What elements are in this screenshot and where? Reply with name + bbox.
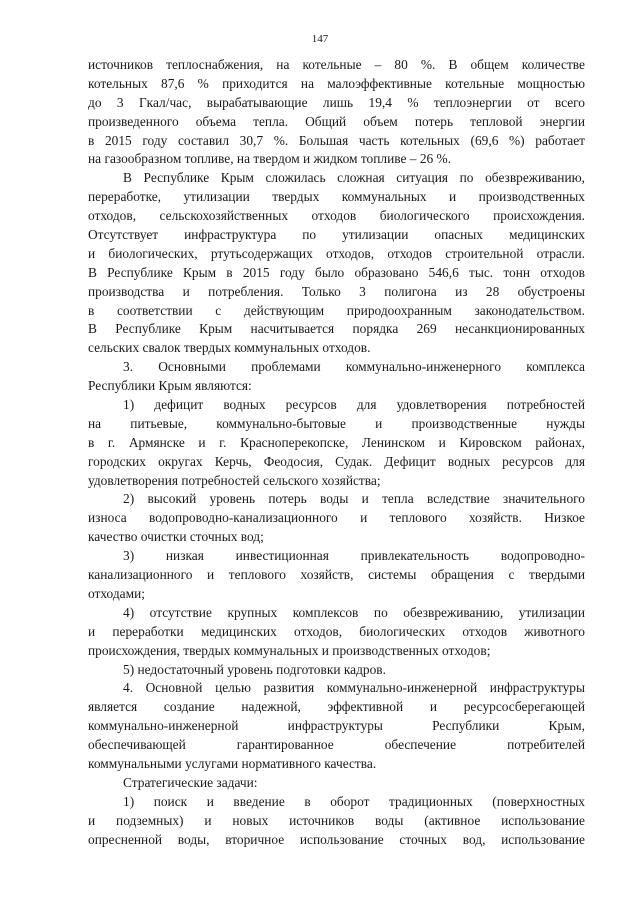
text-line: 3) низкая инвестиционная привлекательность водопроводно- [123, 548, 585, 564]
text-line: отходов, сельскохозяйственных отходов биологического происхождения. [88, 208, 585, 224]
text-line: удовлетворения потребностей сельского хозяйства; [88, 472, 381, 488]
text-line: 2) высокий уровень потерь воды и тепла вследствие значительного [123, 491, 585, 507]
text-line: до 3 Гкал/час, вырабатывающие лишь 19,4 % теплоэнергии от всего [88, 94, 585, 110]
text-line: в 2015 году составил 30,7 %. Большая часть котельных (69,6 %) работает [88, 132, 585, 148]
text-line: источников теплоснабжения, на котельные – 80 %. В общем количестве [88, 57, 585, 72]
text-line: и биологических, ртутьсодержащих отходов, отходов строительной отрасли. [88, 245, 585, 261]
text-line: городских округах Керчь, Феодосия, Судак. Дефицит водных ресурсов для [88, 453, 585, 469]
text-line: 4. Основной целью развития коммунально-инженерной инфраструктуры [123, 680, 585, 696]
document-body [88, 56, 585, 849]
text-line: и переработки медицинских отходов, биологических отходов животного [88, 623, 585, 639]
text-line: 1) поиск и введение в оборот традиционных (поверхностных [123, 793, 585, 809]
text-line: на газообразном топливе, на твердом и жидком топливе – 26 %. [88, 151, 452, 167]
text-line: Стратегические задачи: [123, 774, 258, 790]
text-line: производства и потребления. Только 3 полигона из 28 обустроены [88, 283, 585, 299]
text-line: в соответствии с действующим природоохранным законодательством. [88, 302, 585, 318]
text-line: сельских свалок твердых коммунальных отходов. [88, 340, 371, 356]
text-line: отходами; [88, 585, 145, 601]
page-number: 147 [311, 33, 329, 45]
text-line: качество очистки сточных вод; [88, 529, 264, 545]
text-line: обеспечивающей гарантированное обеспечение потребителей [88, 737, 585, 753]
text-line: опресненной воды, вторичное использование сточных вод, использование [88, 831, 585, 847]
text-line: В Республике Крым насчитывается порядка 269 несанкционированных [88, 321, 585, 337]
text-line: и подземных) и новых источников воды (активное использование [88, 812, 585, 828]
text-line: в г. Армянске и г. Красноперекопске, Ленинском и Кировском районах, [88, 434, 585, 450]
text-line: 4) отсутствие крупных комплексов по обезвреживанию, утилизации [123, 604, 585, 620]
text-line: коммунально-инженерной инфраструктуры Республики Крым, [88, 718, 585, 734]
text-line: Отсутствует инфраструктура по утилизации опасных медицинских [88, 227, 585, 243]
text-line: Республики Крым являются: [88, 378, 252, 394]
text-line: котельных 87,6 % приходится на малоэффективные котельные мощностью [88, 75, 585, 91]
text-line: 5) недостаточный уровень подготовки кадров. [123, 661, 386, 677]
text-line: износа водопроводно-канализационного и теплового хозяйств. Низкое [88, 510, 585, 526]
text-line: является создание надежной, эффективной и ресурсосберегающей [88, 699, 585, 715]
text-line: В Республике Крым в 2015 году было образовано 546,6 тыс. тонн отходов [88, 264, 585, 280]
text-line: канализационного и теплового хозяйств, системы обращения с твердыми [88, 567, 585, 583]
text-line: происхождения, твердых коммунальных и производственных отходов; [88, 642, 491, 658]
text-line: переработке, утилизации твердых коммунальных и производственных [88, 189, 585, 205]
text-line: 1) дефицит водных ресурсов для удовлетворения потребностей [123, 397, 585, 413]
text-line: 3. Основными проблемами коммунально-инженерного комплекса [123, 359, 585, 375]
text-line: произведенного объема тепла. Общий объем потерь тепловой энергии [88, 113, 585, 129]
text-line: на питьевые, коммунально-бытовые и производственные нужды [88, 415, 585, 431]
text-line: коммунальными услугами нормативного качества. [88, 755, 377, 771]
text-line: В Республике Крым сложилась сложная ситуация по обезвреживанию, [123, 170, 585, 186]
